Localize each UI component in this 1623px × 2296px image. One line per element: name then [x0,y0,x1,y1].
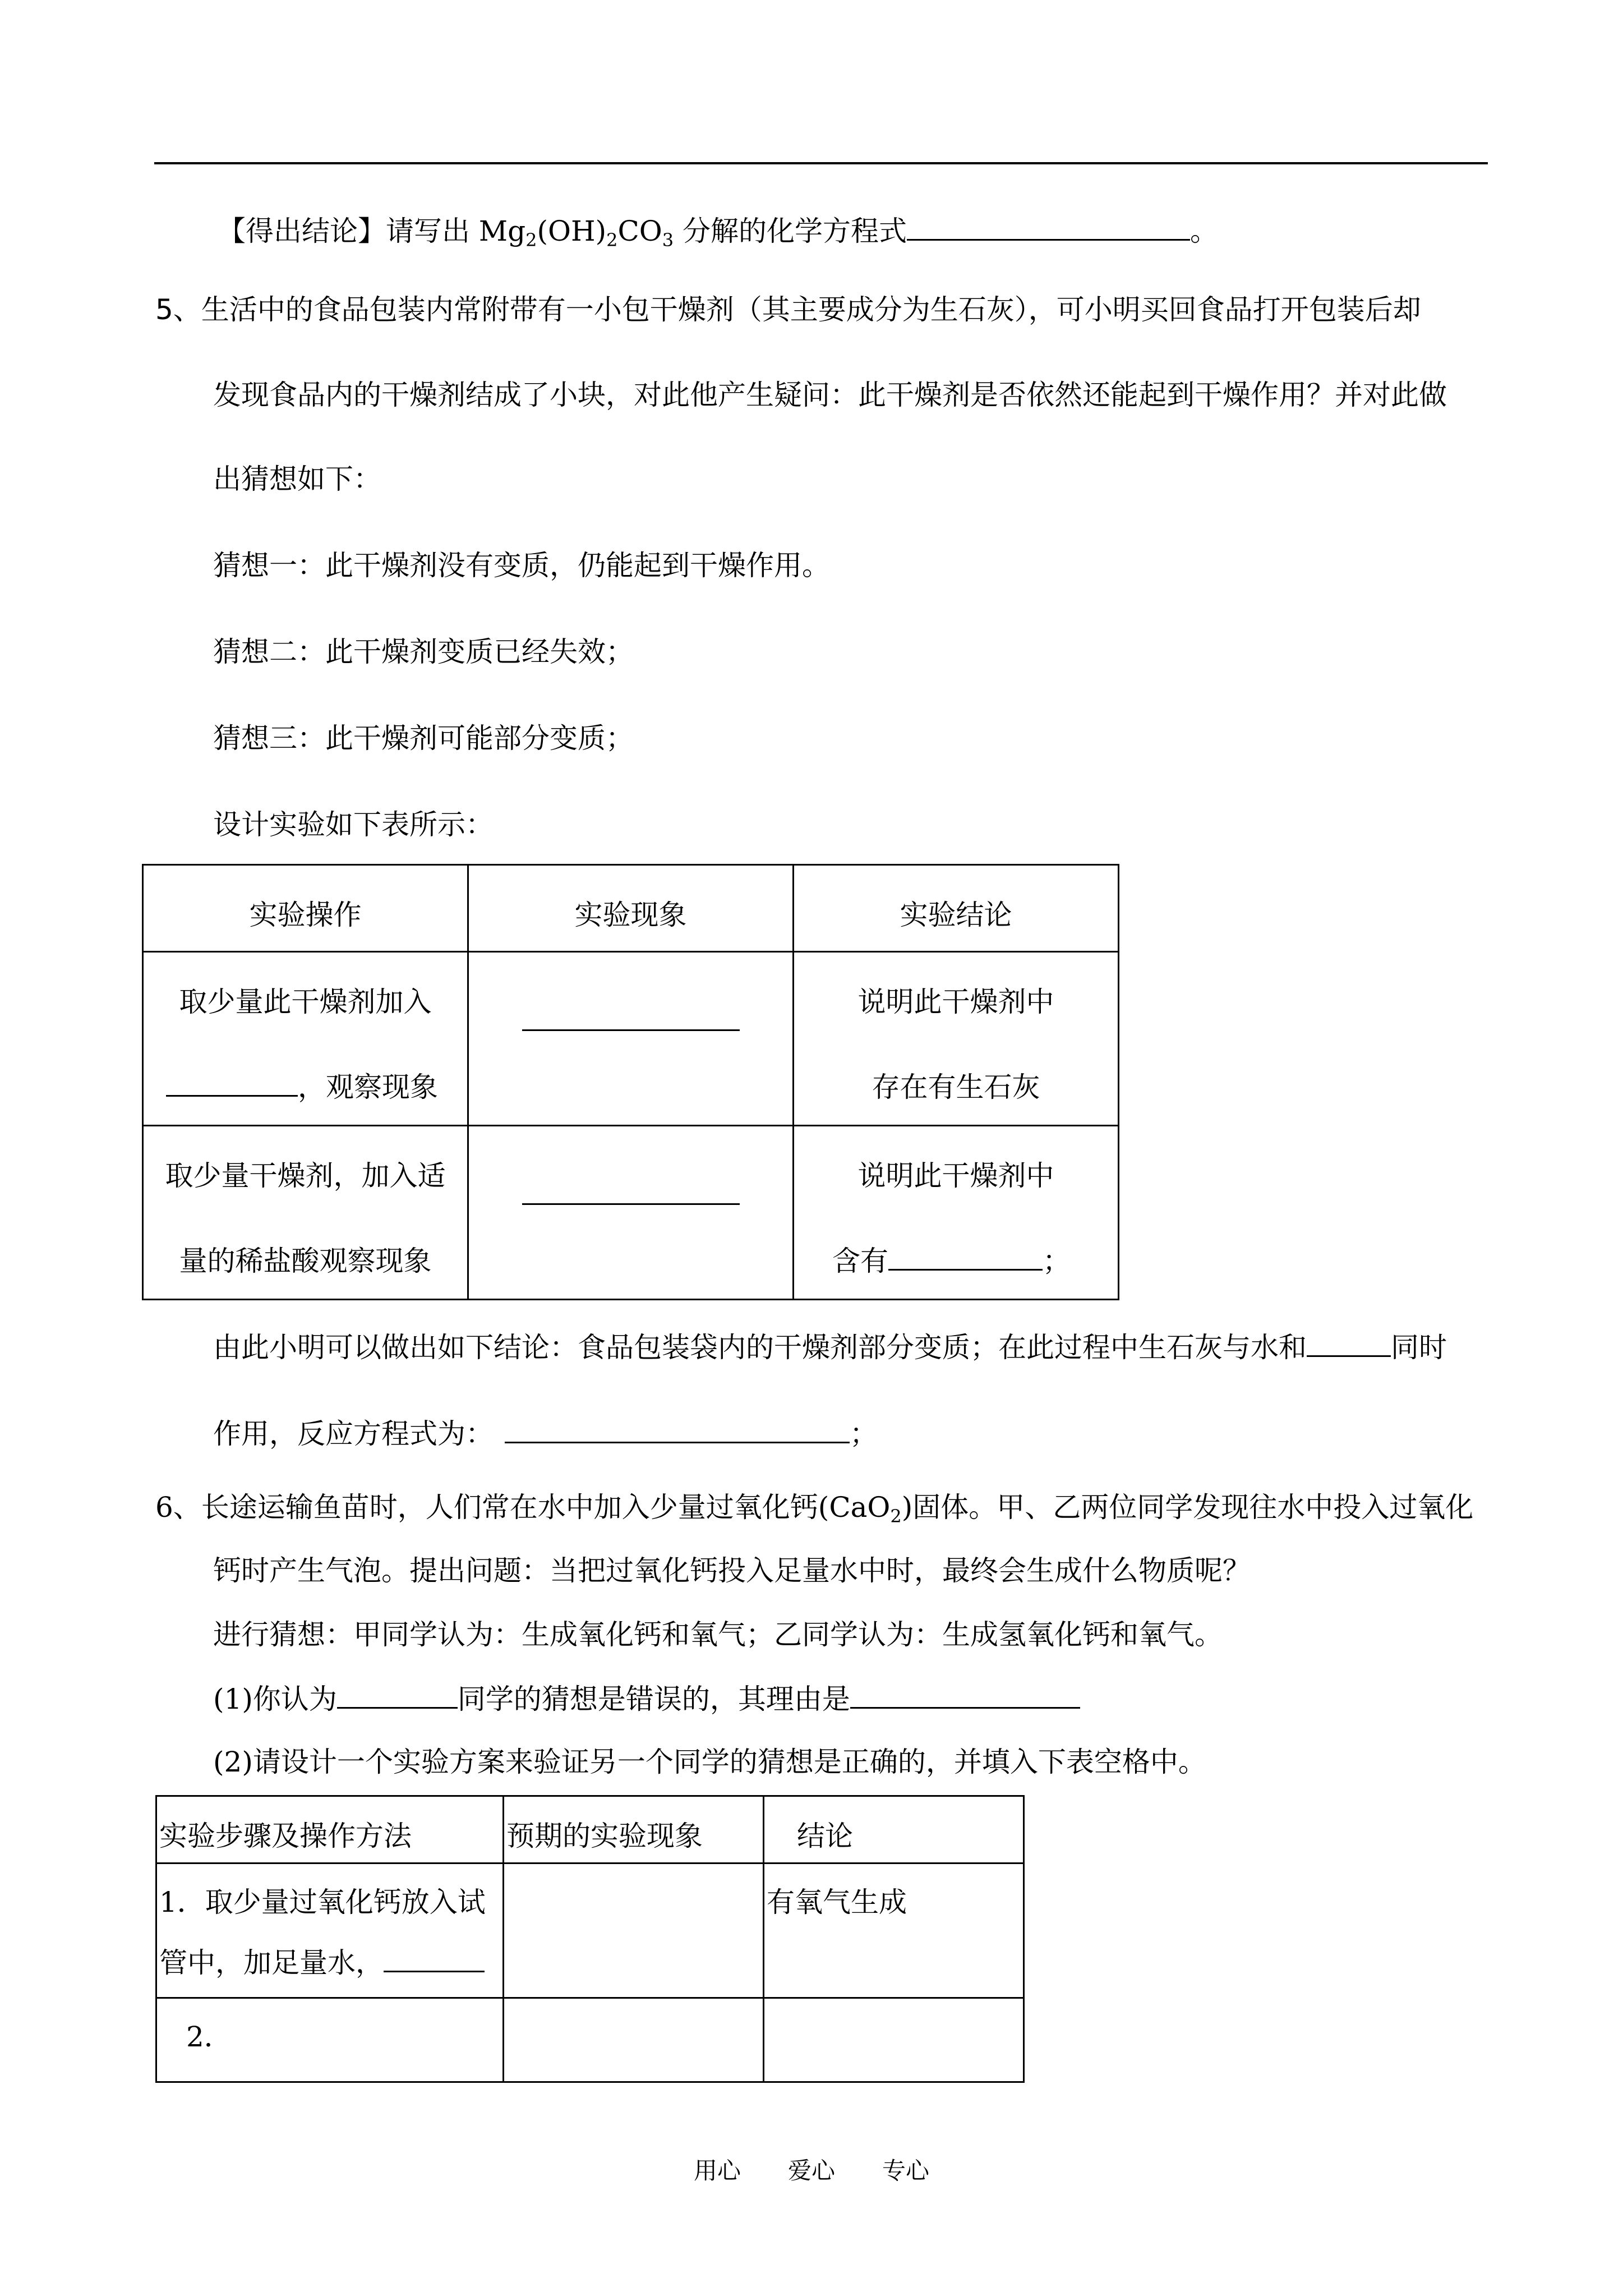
answer-blank[interactable] [337,1680,458,1709]
q5-line-2: 发现食品内的干燥剂结成了小块，对此他产生疑问：此干燥剂是否依然还能起到干燥作用？并对此做 [213,379,1447,411]
table-header: 结论 [764,1796,1024,1864]
table-cell [468,952,794,1126]
result-line-2: 作用，反应方程式为： ； [213,1415,878,1452]
guess-1: 猜想一：此干燥剂没有变质，仍能起到干燥作用。 [213,549,830,582]
q6-line-3: 进行猜想：甲同学认为：生成氧化钙和氧气；乙同学认为：生成氢氧化钙和氧气。 [213,1618,1223,1651]
table-header: 预期的实验现象 [504,1796,764,1864]
table-header: 实验结论 [794,865,1119,952]
table-cell: 1．取少量过氧化钙放入试 管中，加足量水， [156,1864,504,1998]
table-cell [504,1998,764,2082]
guess-2: 猜想二：此干燥剂变质已经失效； [213,636,634,668]
answer-blank[interactable] [888,1242,1043,1271]
answer-blank[interactable] [1307,1328,1391,1357]
answer-blank[interactable] [166,1068,298,1097]
q6-line-2: 钙时产生气泡。提出问题：当把过氧化钙投入足量水中时，最终会生成什么物质呢？ [213,1554,1251,1587]
table-header: 实验操作 [143,865,468,952]
answer-blank[interactable] [522,1203,740,1205]
answer-blank[interactable] [907,212,1190,241]
table-cell: 说明此干燥剂中 含有 ； [794,1126,1119,1300]
design-line: 设计实验如下表所示： [213,808,494,841]
table-cell [764,1998,1024,2082]
answer-blank[interactable] [505,1415,850,1443]
table-cell: 说明此干燥剂中 存在有生石灰 [794,952,1119,1126]
table-cell: 有氧气生成 [764,1864,1024,1998]
q6-line-5: (2)请设计一个实验方案来验证另一个同学的猜想是正确的，并填入下表空格中。 [213,1746,1206,1778]
guess-3: 猜想三：此干燥剂可能部分变质； [213,722,634,754]
q5-line-3: 出猜想如下： [213,463,381,495]
table-cell: 取少量干燥剂，加入适 量的稀盐酸观察现象 [143,1126,468,1300]
table-cell: 2． [156,1998,504,2082]
answer-blank[interactable] [850,1680,1080,1709]
q6-line-1: 6、长途运输鱼苗时，人们常在水中加入少量过氧化钙(CaO$_2$)固体。甲、乙两位同学发现往水中投入过氧化 [155,1491,1474,1527]
q5-line-1: 5、生活中的食品包装内常附带有一小包干燥剂（其主要成分为生石灰），可小明买回食品打开包装后却 [155,293,1421,326]
table-header: 实验步骤及操作方法 [156,1796,504,1864]
answer-blank[interactable] [384,1944,485,1972]
header-rule [154,162,1488,164]
table-cell: 取少量此干燥剂加入 ，观察现象 [143,952,468,1126]
q5-experiment-table [142,864,1119,1300]
q6-line-4: (1)你认为 同学的猜想是错误的，其理由是 [213,1680,1080,1717]
answer-blank[interactable] [522,1029,740,1031]
table-cell [504,1864,764,1998]
result-line-1: 由此小明可以做出如下结论：食品包装袋内的干燥剂部分变质；在此过程中生石灰与水和 同时 [213,1328,1447,1365]
q6-experiment-table [155,1795,1025,2083]
table-cell [468,1126,794,1300]
table-header: 实验现象 [468,865,794,952]
page-footer: 用心 爱心 专心 [693,2157,930,2184]
conclusion-line: 【得出结论】请写出 $Mg_2(OH)_2CO_3$ 分解的化学方程式 。 [218,212,1218,249]
